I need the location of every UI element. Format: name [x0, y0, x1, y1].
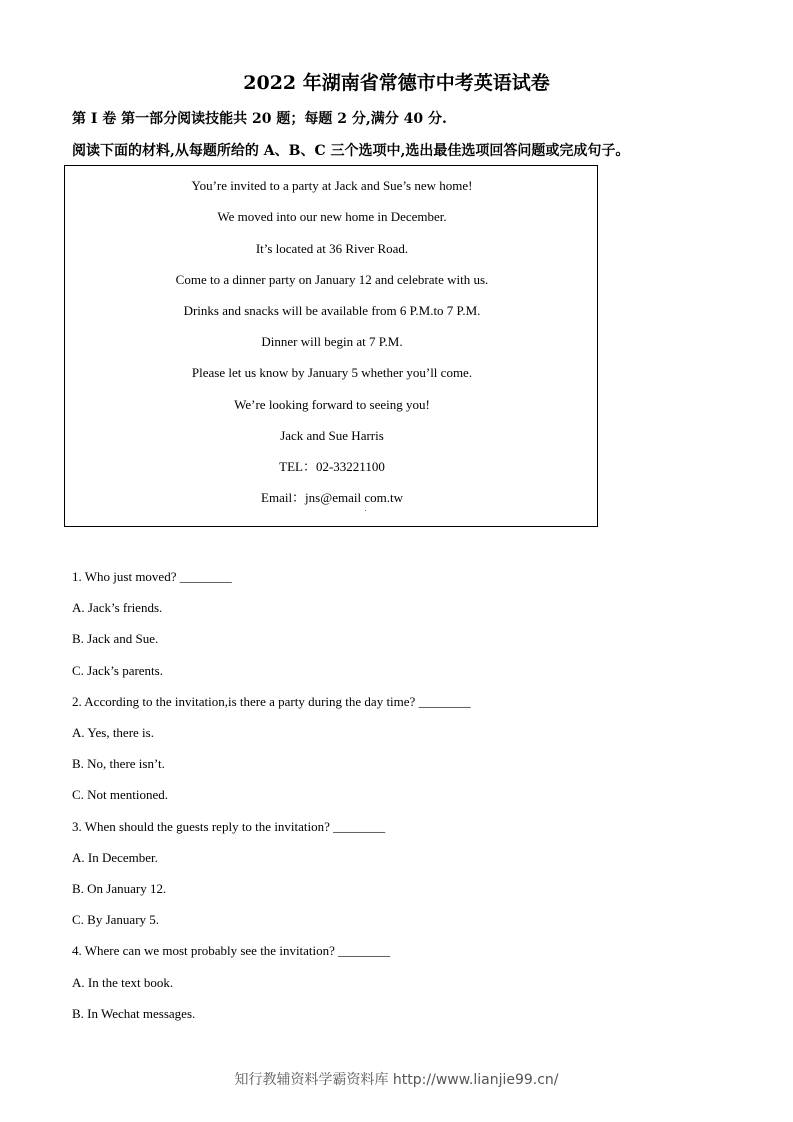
answer-option: A. Yes, there is. — [72, 725, 154, 740]
question-stem: 3. When should the guests reply to the invitation? ________ — [72, 819, 386, 834]
answer-option: C. Jack’s parents. — [72, 663, 163, 678]
invitation-box — [64, 165, 598, 527]
invitation-line: Email：jns@email com.tw — [261, 490, 403, 505]
invitation-line: Jack and Sue Harris — [280, 428, 384, 443]
invitation-line: It’s located at 36 River Road. — [255, 241, 409, 256]
answer-option: C. Not mentioned. — [72, 787, 169, 802]
question-stem: 4. Where can we most probably see the invitation? ________ — [72, 943, 391, 958]
invitation-line: We’re looking forward to seeing you! — [234, 397, 430, 412]
invitation-line: Drinks and snacks will be available from 6 P.M.to 7 P.M. — [183, 303, 481, 318]
instruction-text: 阅读下面的材料,从每题所给的 A、B、C 三个选项中,选出最佳选项回答问题或完成句子。 — [72, 143, 630, 159]
footer-watermark: 知行教辅资料学霸资料库 http://www.lianjie99.cn/ — [234, 1072, 559, 1088]
invitation-line: We moved into our new home in December. — [217, 209, 447, 224]
invitation-line: Please let us know by January 5 whether you’ll come. — [191, 365, 473, 380]
page-title: 2022 年湖南省常德市中考英语试卷 — [243, 72, 550, 94]
answer-option: B. On January 12. — [72, 881, 167, 896]
invitation-line: Dinner will begin at 7 P.M. — [261, 334, 403, 349]
question-stem: 1. Who just moved? ________ — [72, 569, 232, 584]
invitation-line: Come to a dinner party on January 12 and celebrate with us. — [175, 272, 489, 287]
section-heading: 第 I 卷 第一部分阅读技能共 20 题；每题 2 分,满分 40 分. — [72, 111, 447, 127]
answer-option: B. Jack and Sue. — [72, 631, 159, 646]
answer-option: A. In December. — [72, 850, 158, 865]
answer-option: B. No, there isn’t. — [72, 756, 165, 771]
invitation-line: You’re invited to a party at Jack and Sue’s new home! — [191, 178, 473, 193]
dot-mark — [365, 510, 366, 511]
invitation-line: TEL：02-33221100 — [279, 459, 385, 474]
answer-option: B. In Wechat messages. — [72, 1006, 196, 1021]
answer-option: C. By January 5. — [72, 912, 160, 927]
answer-option: A. In the text book. — [72, 975, 174, 990]
question-stem: 2. According to the invitation,is there a party during the day time? ________ — [72, 694, 471, 709]
answer-option: A. Jack’s friends. — [72, 600, 163, 615]
